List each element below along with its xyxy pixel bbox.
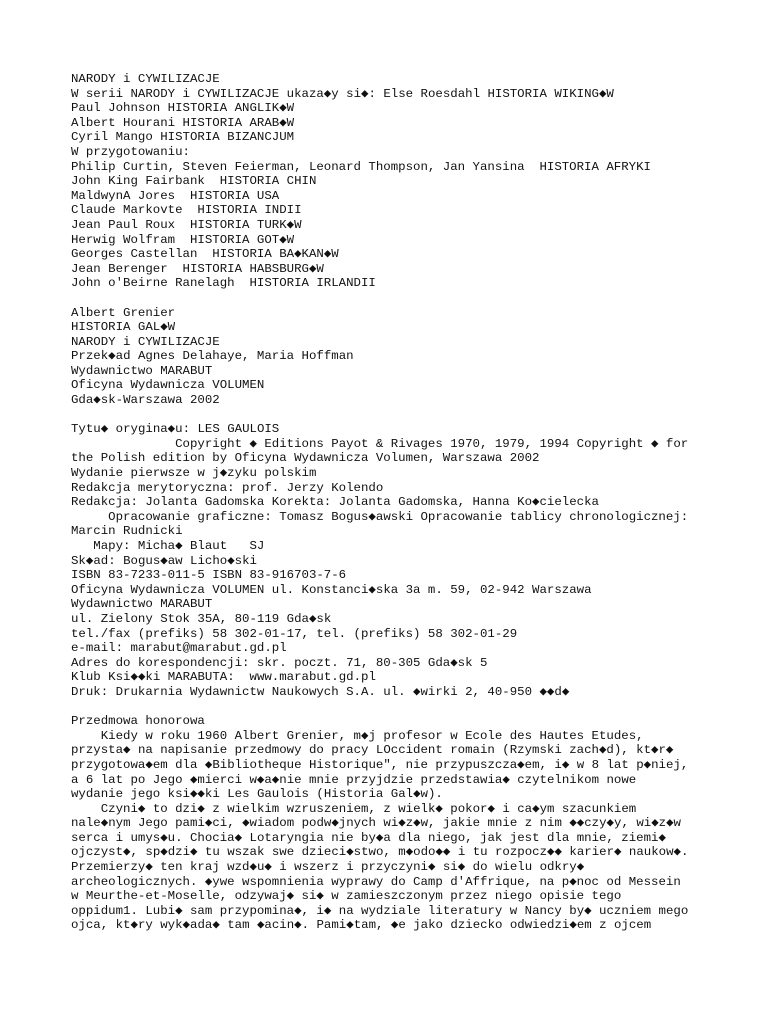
- imprint-line: Sk◆ad: Bogus◆aw Licho◆ski: [71, 553, 257, 568]
- preface-heading: Przedmowa honorowa: [71, 714, 205, 729]
- series-line: John o'Beirne Ranelagh HISTORIA IRLANDII: [71, 276, 376, 291]
- blank-line: [71, 291, 761, 306]
- series-line: John King Fairbank HISTORIA CHIN: [71, 174, 317, 189]
- imprint-line: Wydanie pierwsze w j◆zyku polskim: [71, 466, 317, 481]
- preface-line: przysta◆ na napisanie przedmowy do pracy LOccident romain (Rzymski zach◆d), kt◆r◆: [71, 743, 674, 758]
- imprint-line: Druk: Drukarnia Wydawnictw Naukowych S.A. ul. ◆wirki 2, 40-950 ◆◆d◆: [71, 684, 570, 699]
- series-line: Georges Castellan HISTORIA BA◆KAN◆W: [71, 247, 339, 262]
- preface-line: ojca, kt◆ry wyk◆ada◆ tam ◆acin◆. Pami◆tam, ◆e jako dziecko odwiedzi◆em z ojcem: [71, 918, 652, 933]
- imprint-line: Mapy: Micha◆ Blaut SJ: [71, 539, 265, 553]
- series-line: W serii NARODY i CYWILIZACJE ukaza◆y si◆: Else Roesdahl HISTORIA WIKING◆W: [71, 86, 614, 101]
- preface-line: przygotowa◆em dla ◆Bibliotheque Historique", nie przypuszcza◆em, i◆ w 8 lat p◆niej,: [71, 757, 689, 772]
- preface-line: serca i umys◆u. Chocia◆ Lotaryngia nie by◆a dla niego, jak jest dla mnie, ziemi◆: [71, 830, 666, 845]
- preface-line: Kiedy w roku 1960 Albert Grenier, m◆j profesor w Ecole des Hautes Etudes,: [71, 728, 644, 743]
- title-line: Przek◆ad Agnes Delahaye, Maria Hoffman: [71, 349, 354, 364]
- series-line: Paul Johnson HISTORIA ANGLIK◆W: [71, 101, 295, 116]
- imprint-line: ISBN 83-7233-011-5 ISBN 83-916703-7-6: [71, 568, 347, 583]
- imprint-line: Opracowanie graficzne: Tomasz Bogus◆awski Opracowanie tablicy chronologicznej:: [71, 509, 689, 524]
- title-line: Wydawnictwo MARABUT: [71, 363, 213, 378]
- imprint-line: Copyright ◆ Editions Payot & Rivages 1970, 1979, 1994 Copyright ◆ for: [71, 436, 689, 451]
- series-line: W przygotowaniu:: [71, 144, 190, 159]
- imprint-line: Adres do korespondencji: skr. poczt. 71, 80-305 Gda◆sk 5: [71, 655, 488, 670]
- preface-line: oppidum1. Lubi◆ sam przypomina◆, i◆ na wydziale literatury w Nancy by◆ uczniem mego: [71, 903, 689, 918]
- imprint-line: Wydawnictwo MARABUT: [71, 597, 213, 612]
- imprint-line: ul. Zielony Stok 35A, 80-119 Gda◆sk: [71, 611, 332, 626]
- imprint-line: e-mail: marabut@marabut.gd.pl: [71, 641, 287, 656]
- imprint-line: tel./fax (prefiks) 58 302-01-17, tel. (prefiks) 58 302-01-29: [71, 626, 518, 641]
- series-line: Claude Markovte HISTORIA INDII: [71, 203, 302, 218]
- imprint-section: [71, 422, 761, 699]
- imprint-line: Redakcja merytoryczna: prof. Jerzy Kolendo: [71, 480, 384, 495]
- series-line: Jean Paul Roux HISTORIA TURK◆W: [71, 217, 302, 232]
- document-page: [71, 72, 761, 933]
- imprint-line: Redakcja: Jolanta Gadomska Korekta: Jolanta Gadomska, Hanna Ko◆cielecka: [71, 495, 599, 510]
- imprint-line: Tytu◆ orygina◆u: LES GAULOIS: [71, 422, 280, 437]
- preface-line: wydanie jego ksi◆◆ki Les Gaulois (Historia Gal◆w).: [71, 787, 443, 802]
- blank-line: [71, 408, 761, 423]
- preface-line: archeologicznych. ◆ywe wspomnienia wyprawy do Camp d'Affrique, na p◆noc od Messein: [71, 874, 681, 889]
- series-line: MaldwynA Jores HISTORIA USA: [71, 188, 280, 203]
- imprint-line: Klub Ksi◆◆ki MARABUTA: www.marabut.gd.pl: [71, 670, 376, 685]
- series-line: Albert Hourani HISTORIA ARAB◆W: [71, 115, 295, 130]
- imprint-line: the Polish edition by Oficyna Wydawnicza Volumen, Warszawa 2002: [71, 451, 540, 466]
- series-line: Herwig Wolfram HISTORIA GOT◆W: [71, 232, 295, 247]
- blank-line: [71, 700, 761, 715]
- preface-line: a 6 lat po Jego ◆mierci w◆a◆nie mnie przyjdzie przedstawia◆ czytelnikom nowe: [71, 772, 637, 787]
- imprint-line: Oficyna Wydawnicza VOLUMEN ul. Konstanci◆ska 3a m. 59, 02-942 Warszawa: [71, 582, 592, 597]
- title-line: Oficyna Wydawnicza VOLUMEN: [71, 378, 265, 393]
- author-name: Albert Grenier: [71, 305, 176, 320]
- preface-section: [71, 714, 761, 933]
- preface-line: ojczyst◆, sp◆dzi◆ tu wszak swe dzieci◆stwo, m◆odo◆◆ i tu rozpocz◆◆ karier◆ naukow◆.: [71, 845, 689, 860]
- series-line: Cyril Mango HISTORIA BIZANCJUM: [71, 130, 295, 145]
- title-section: [71, 306, 761, 408]
- series-line: Jean Berenger HISTORIA HABSBURG◆W: [71, 261, 324, 276]
- series-line: Philip Curtin, Steven Feierman, Leonard Thompson, Jan Yansina HISTORIA AFRYKI: [71, 159, 651, 174]
- imprint-line: Marcin Rudnicki: [71, 524, 183, 539]
- preface-line: Czyni◆ to dzi◆ z wielkim wzruszeniem, z wielk◆ pokor◆ i ca◆ym szacunkiem: [71, 801, 637, 816]
- series-heading: NARODY i CYWILIZACJE: [71, 72, 220, 86]
- title-line: Gda◆sk-Warszawa 2002: [71, 393, 220, 408]
- title-line: NARODY i CYWILIZACJE: [71, 334, 220, 349]
- preface-line: nale◆nym Jego pami◆ci, ◆wiadom podw◆jnych wi◆z◆w, jakie mnie z nim ◆◆czy◆y, wi◆z◆w: [71, 816, 681, 831]
- preface-line: w Meurthe-et-Moselle, odzywaj◆ si◆ w zamieszczonym przez niego opisie tego: [71, 889, 622, 904]
- book-title: HISTORIA GAL◆W: [71, 320, 176, 335]
- preface-line: Przemierzy◆ ten kraj wzd◆u◆ i wszerz i przyczyni◆ si◆ do wielu odkry◆: [71, 860, 585, 875]
- series-section: [71, 72, 761, 291]
